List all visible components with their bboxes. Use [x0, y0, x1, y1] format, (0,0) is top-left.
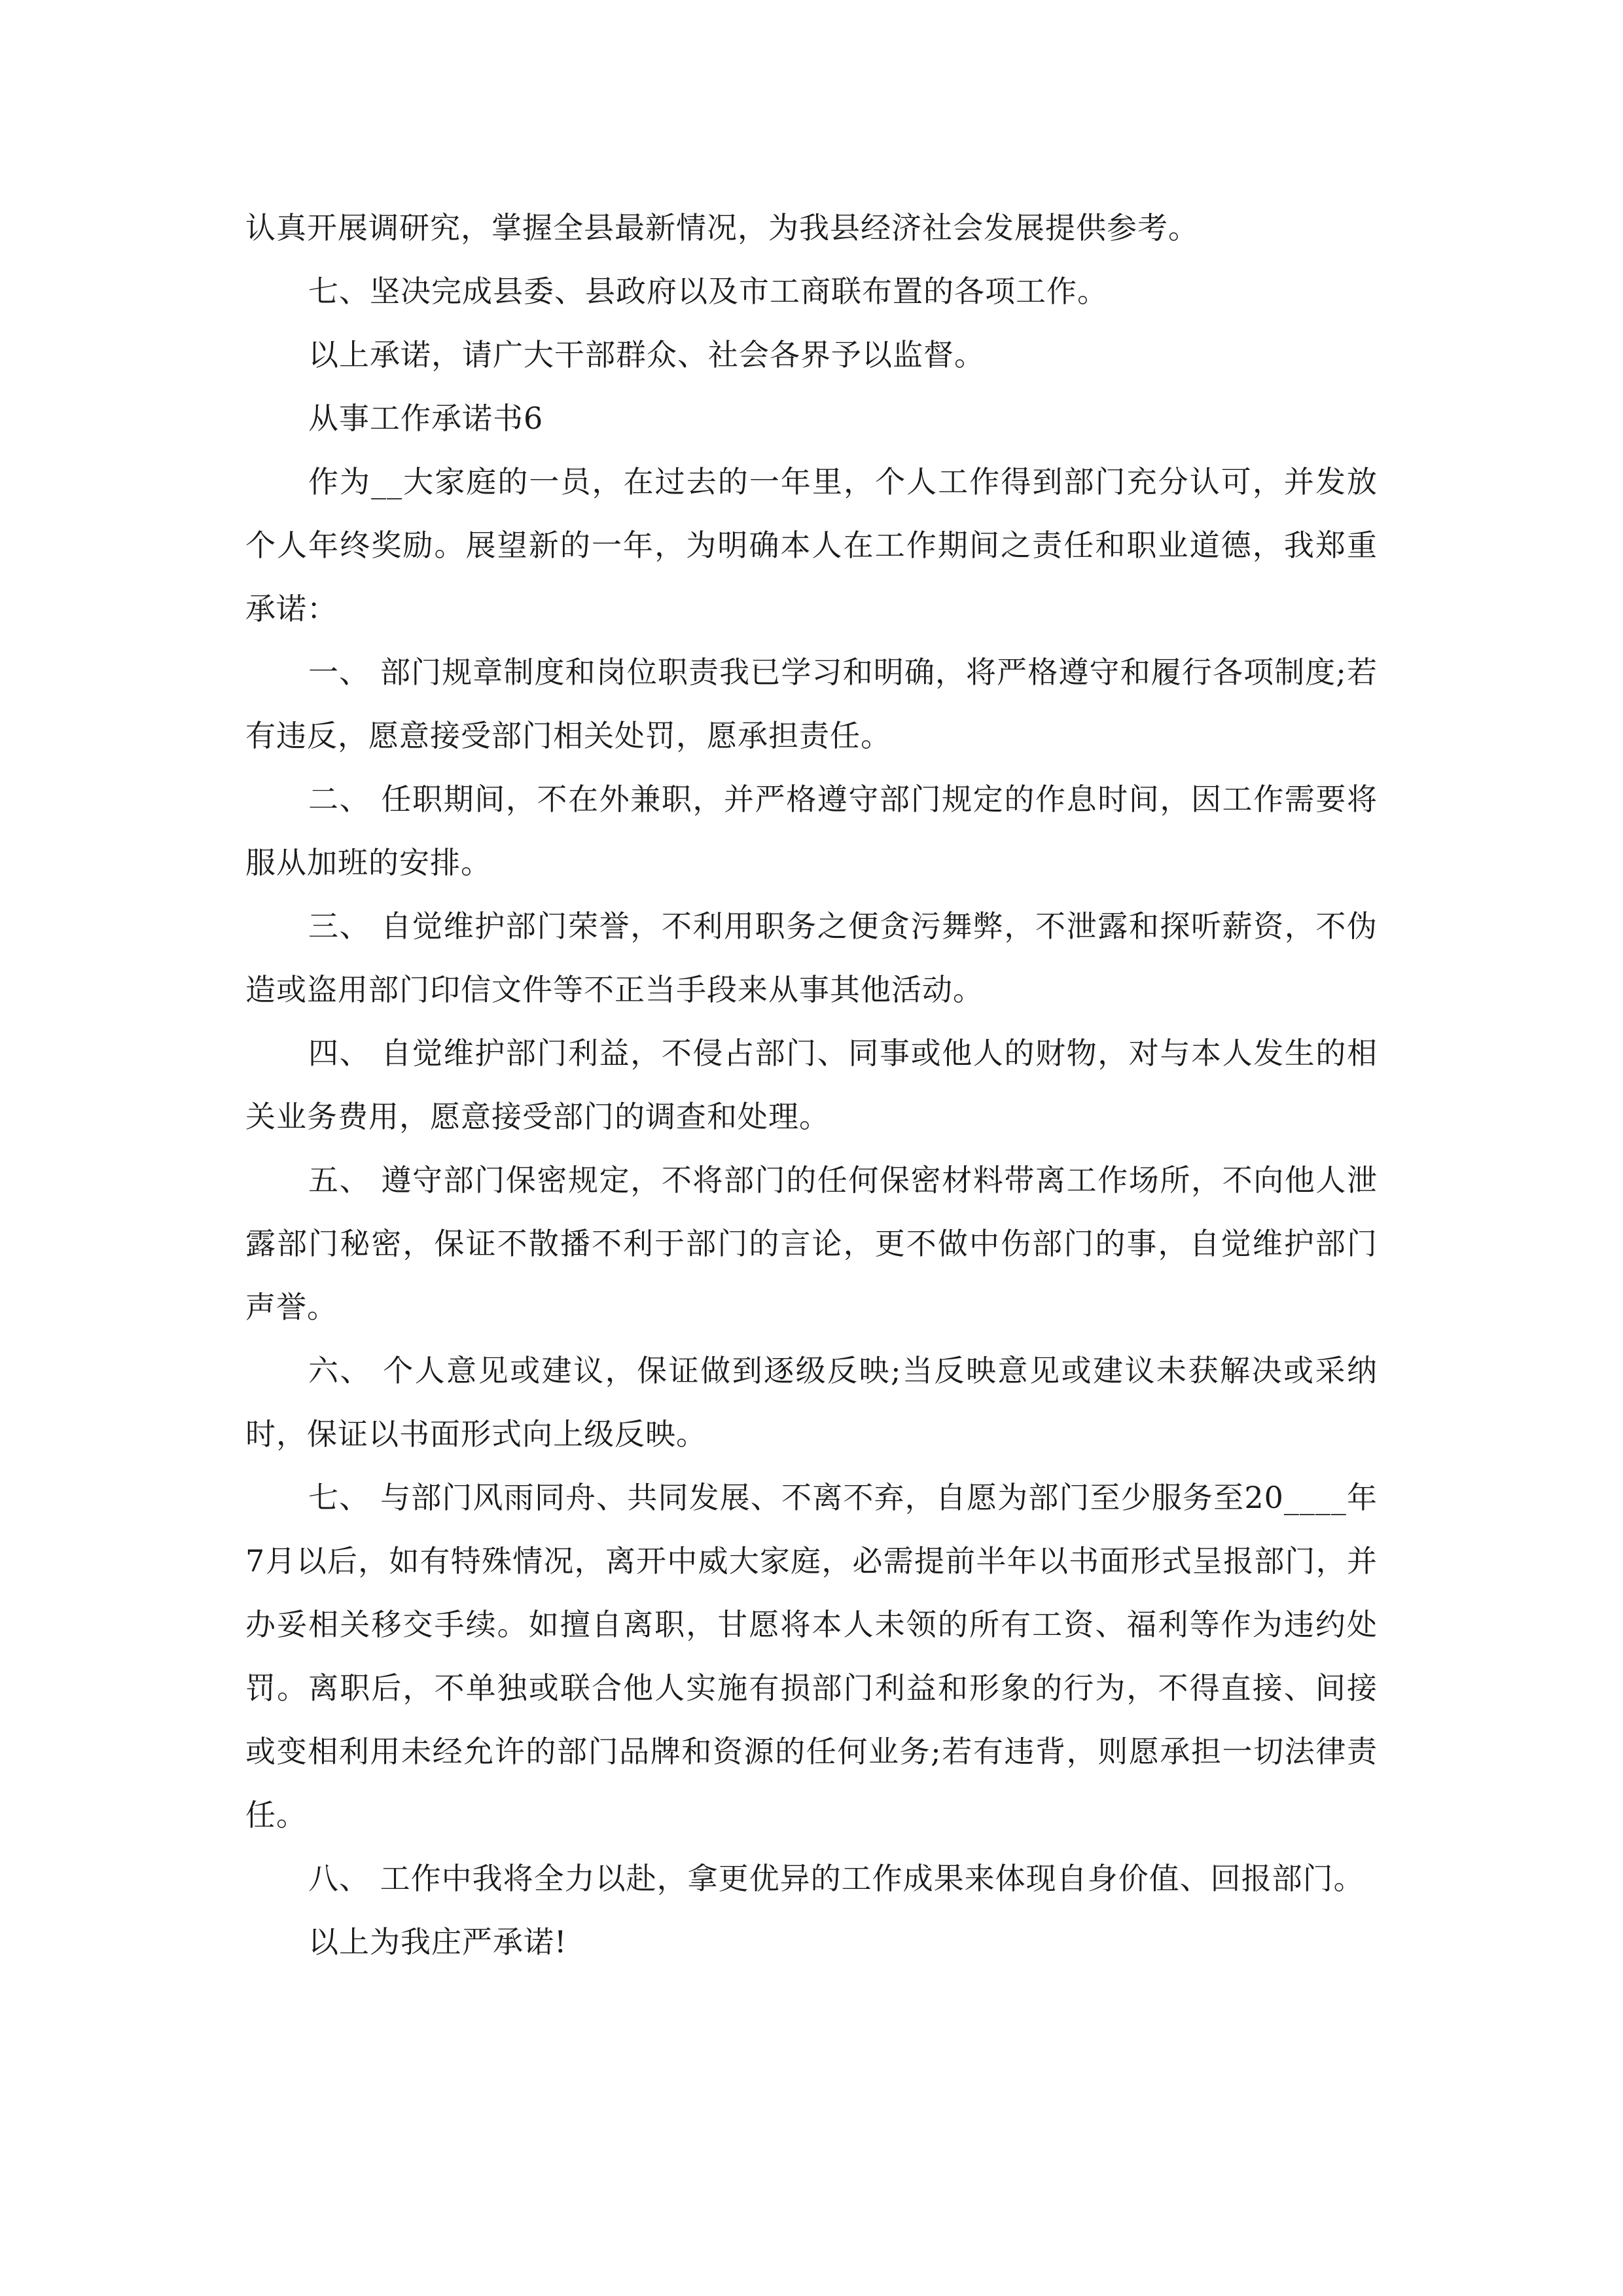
paragraph-intro: 作为__大家庭的一员，在过去的一年里，个人工作得到部门充分认可，并发放个人年终奖励。展望新的一年，为明确本人在工作期间之责任和职业道德，我郑重承诺： — [245, 464, 1378, 626]
paragraph-item-five: 五、 遵守部门保密规定，不将部门的任何保密材料带离工作场所，不向他人泄露部门秘密，保证不散播不利于部门的言论，更不做中伤部门的事，自觉维护部门声誉。 — [245, 1162, 1378, 1325]
paragraph-item-one: 一、 部门规章制度和岗位职责我已学习和明确，将严格遵守和履行各项制度;若有违反，愿意接受部门相关处罚，愿承担责任。 — [245, 655, 1378, 753]
paragraph-item-three: 三、 自觉维护部门荣誉，不利用职务之便贪污舞弊，不泄露和探听薪资，不伪造或盗用部门印信文件等不正当手段来从事其他活动。 — [245, 908, 1378, 1007]
paragraph-item-seven: 七、 与部门风雨同舟、共同发展、不离不弃，自愿为部门至少服务至20____年7月以后，如有特殊情况，离开中威大家庭，必需提前半年以书面形式呈报部门，并办妥相关移交手续。如擅自离职，甘愿将本人未领的所有工资、福利等作为违约处罚。离职后，不单独或联合他人实施有损部门利益和形象的行为，不得直接、间接或变相利用未经允许的部门品牌和资源的任何业务;若有违背，则愿承担一切法律责任。 — [245, 1480, 1378, 1833]
paragraph-item-seven-complete-tasks: 七、坚决完成县委、县政府以及市工商联布置的各项工作。 — [308, 274, 1108, 309]
section-title: 从事工作承诺书6 — [308, 401, 544, 436]
paragraph-item-eight: 八、 工作中我将全力以赴，拿更优异的工作成果来体现自身价值、回报部门。 — [308, 1861, 1364, 1896]
paragraph-item-four: 四、 自觉维护部门利益，不侵占部门、同事或他人的财物，对与本人发生的相关业务费用，愿意接受部门的调查和处理。 — [245, 1035, 1378, 1134]
paragraph-closing: 以上为我庄严承诺! — [308, 1924, 567, 1960]
paragraph-supervision: 以上承诺，请广大干部群众、社会各界予以监督。 — [308, 337, 985, 372]
paragraph-research: 认真开展调研究，掌握全县最新情况，为我县经济社会发展提供参考。 — [245, 210, 1199, 245]
document-body — [245, 196, 1378, 1974]
paragraph-item-six: 六、 个人意见或建议，保证做到逐级反映;当反映意见或建议未获解决或采纳时，保证以书面形式向上级反映。 — [245, 1353, 1378, 1452]
paragraph-item-two: 二、 任职期间，不在外兼职，并严格遵守部门规定的作息时间，因工作需要将服从加班的安排。 — [245, 781, 1378, 880]
